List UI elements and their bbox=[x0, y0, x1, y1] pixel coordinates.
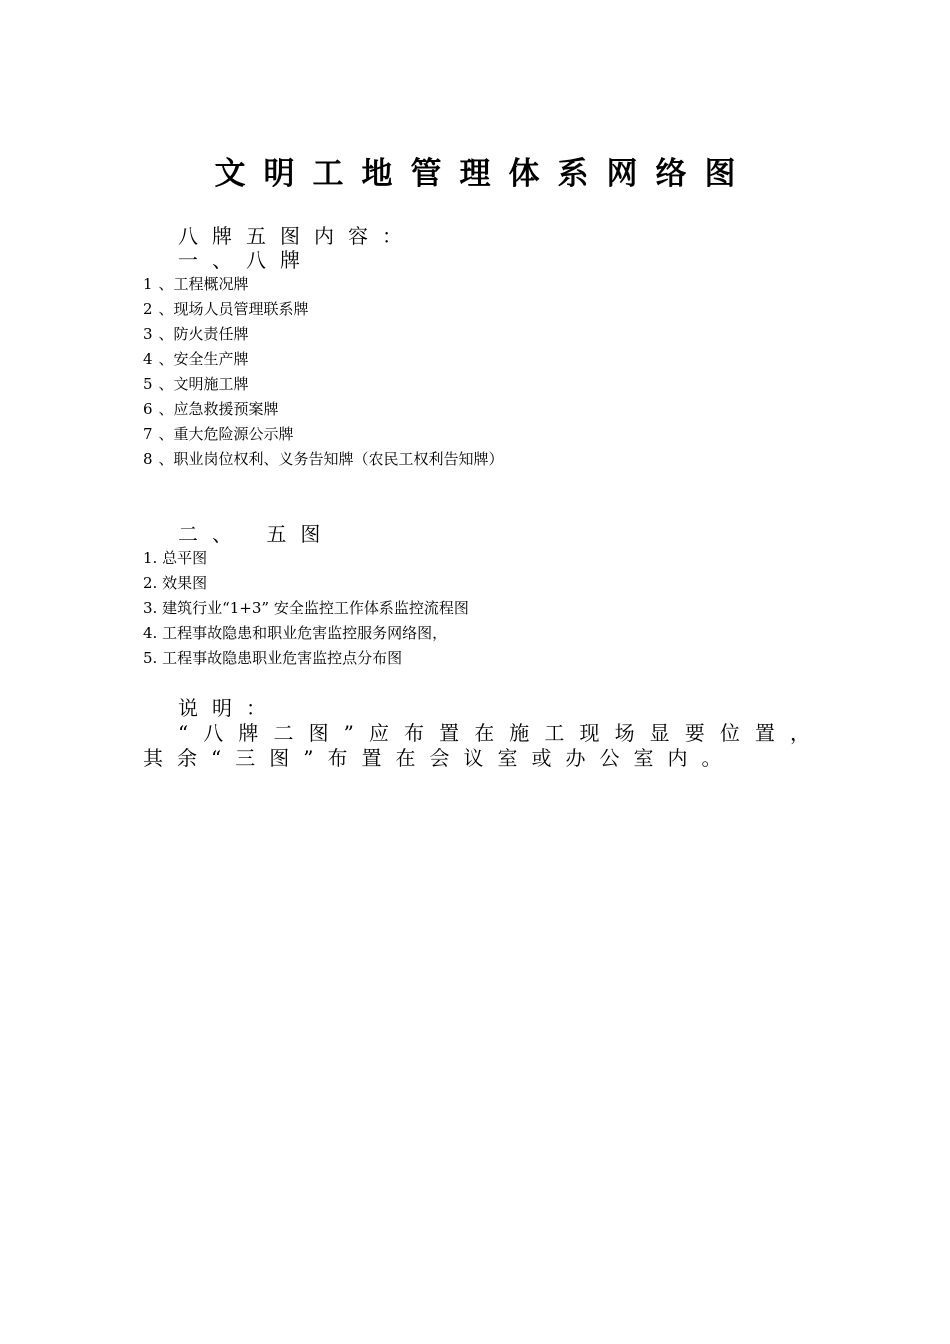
section1-list bbox=[143, 272, 504, 472]
item-number: 4 bbox=[143, 350, 153, 368]
item-number: 5 bbox=[143, 375, 153, 393]
section2-heading: 二、 五图 bbox=[178, 522, 335, 546]
list-item bbox=[143, 322, 504, 347]
item-number: 2 bbox=[143, 300, 153, 318]
item-number: 6 bbox=[143, 400, 153, 418]
item-text: 、防火责任牌 bbox=[158, 325, 249, 343]
note-line-1: “八牌二图”应布置在施工现场显要位置， bbox=[178, 721, 810, 745]
item-text: 、文明施工牌 bbox=[158, 375, 249, 393]
list-item bbox=[143, 422, 504, 447]
list-item bbox=[143, 447, 504, 472]
list-item bbox=[143, 372, 504, 397]
list-item: 5. 工程事故隐患职业危害监控点分布图 bbox=[143, 649, 403, 667]
list-item bbox=[143, 397, 504, 422]
list-item: 4. 工程事故隐患和职业危害监控服务网络图， bbox=[143, 624, 448, 642]
list-item: 3. 建筑行业“1+3” 安全监控工作体系监控流程图 bbox=[143, 599, 469, 617]
item-text: 、职业岗位权利、义务告知牌（农民工权利告知牌） bbox=[158, 450, 504, 468]
list-item bbox=[143, 297, 504, 322]
section1-heading: 一、八牌 bbox=[178, 248, 314, 272]
item-text: 、重大危险源公示牌 bbox=[158, 425, 294, 443]
document-title: 文明工地管理体系网络图 bbox=[214, 156, 754, 192]
item-text: 、现场人员管理联系牌 bbox=[158, 300, 309, 318]
list-item: 1. 总平图 bbox=[143, 549, 208, 567]
item-number: 1 bbox=[143, 275, 153, 293]
list-item: 2. 效果图 bbox=[143, 574, 208, 592]
list-item bbox=[143, 272, 504, 297]
note-line-2: 其余“三图”布置在会议室或办公室内。 bbox=[143, 746, 736, 770]
item-number: 8 bbox=[143, 450, 153, 468]
item-number: 3 bbox=[143, 325, 153, 343]
item-text: 、应急救援预案牌 bbox=[158, 400, 279, 418]
item-text: 、工程概况牌 bbox=[158, 275, 249, 293]
section2-list bbox=[143, 546, 469, 671]
list-item bbox=[143, 347, 504, 372]
intro-heading: 八牌五图内容： bbox=[178, 224, 416, 248]
note-heading: 说明： bbox=[178, 696, 280, 720]
item-text: 、安全生产牌 bbox=[158, 350, 249, 368]
item-number: 7 bbox=[143, 425, 153, 443]
